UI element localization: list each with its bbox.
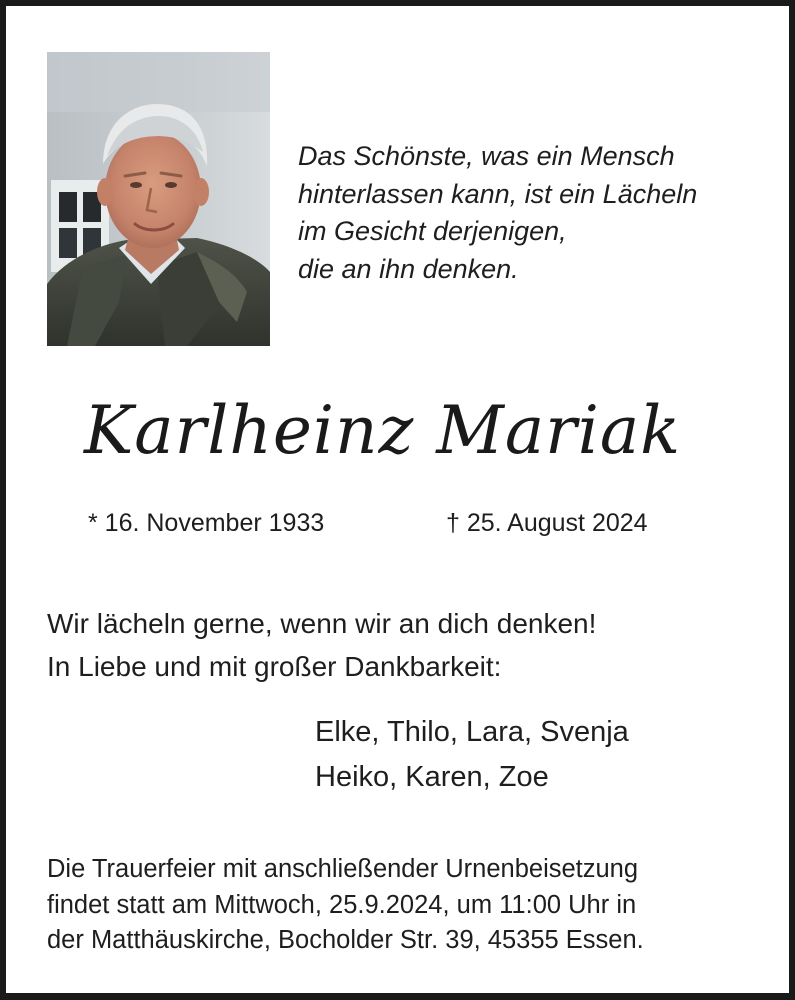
message-line: In Liebe und mit großer Dankbarkeit: bbox=[47, 651, 502, 682]
family-signers bbox=[315, 710, 629, 800]
birth-date: * 16. November 1933 bbox=[88, 509, 325, 537]
portrait-photo bbox=[47, 52, 270, 346]
deceased-name bbox=[84, 386, 724, 506]
funeral-service-info bbox=[47, 852, 644, 959]
quote-line: im Gesicht derjenigen, bbox=[298, 216, 567, 246]
service-line: findet statt am Mittwoch, 25.9.2024, um 11:00 Uhr in bbox=[47, 890, 637, 919]
signers-line: Heiko, Karen, Zoe bbox=[315, 761, 549, 793]
family-message bbox=[47, 602, 596, 688]
service-line: Die Trauerfeier mit anschließender Urnenbeisetzung bbox=[47, 855, 639, 883]
message-line: Wir lächeln gerne, wenn wir an dich denken! bbox=[47, 608, 597, 639]
quote-line: die an ihn denken. bbox=[298, 253, 519, 284]
quote-line: Das Schönste, was ein Mensch bbox=[298, 141, 675, 171]
service-line: der Matthäuskirche, Bocholder Str. 39, 45355 Essen. bbox=[47, 926, 644, 954]
death-date: † 25. August 2024 bbox=[446, 509, 648, 537]
portrait-icon bbox=[47, 52, 270, 346]
signers-line: Elke, Thilo, Lara, Svenja bbox=[315, 716, 629, 748]
quote-line: hinterlassen kann, ist ein Lächeln bbox=[298, 178, 698, 209]
deceased-name-text: Karlheinz Mariak bbox=[84, 392, 682, 469]
memorial-quote bbox=[298, 138, 768, 288]
